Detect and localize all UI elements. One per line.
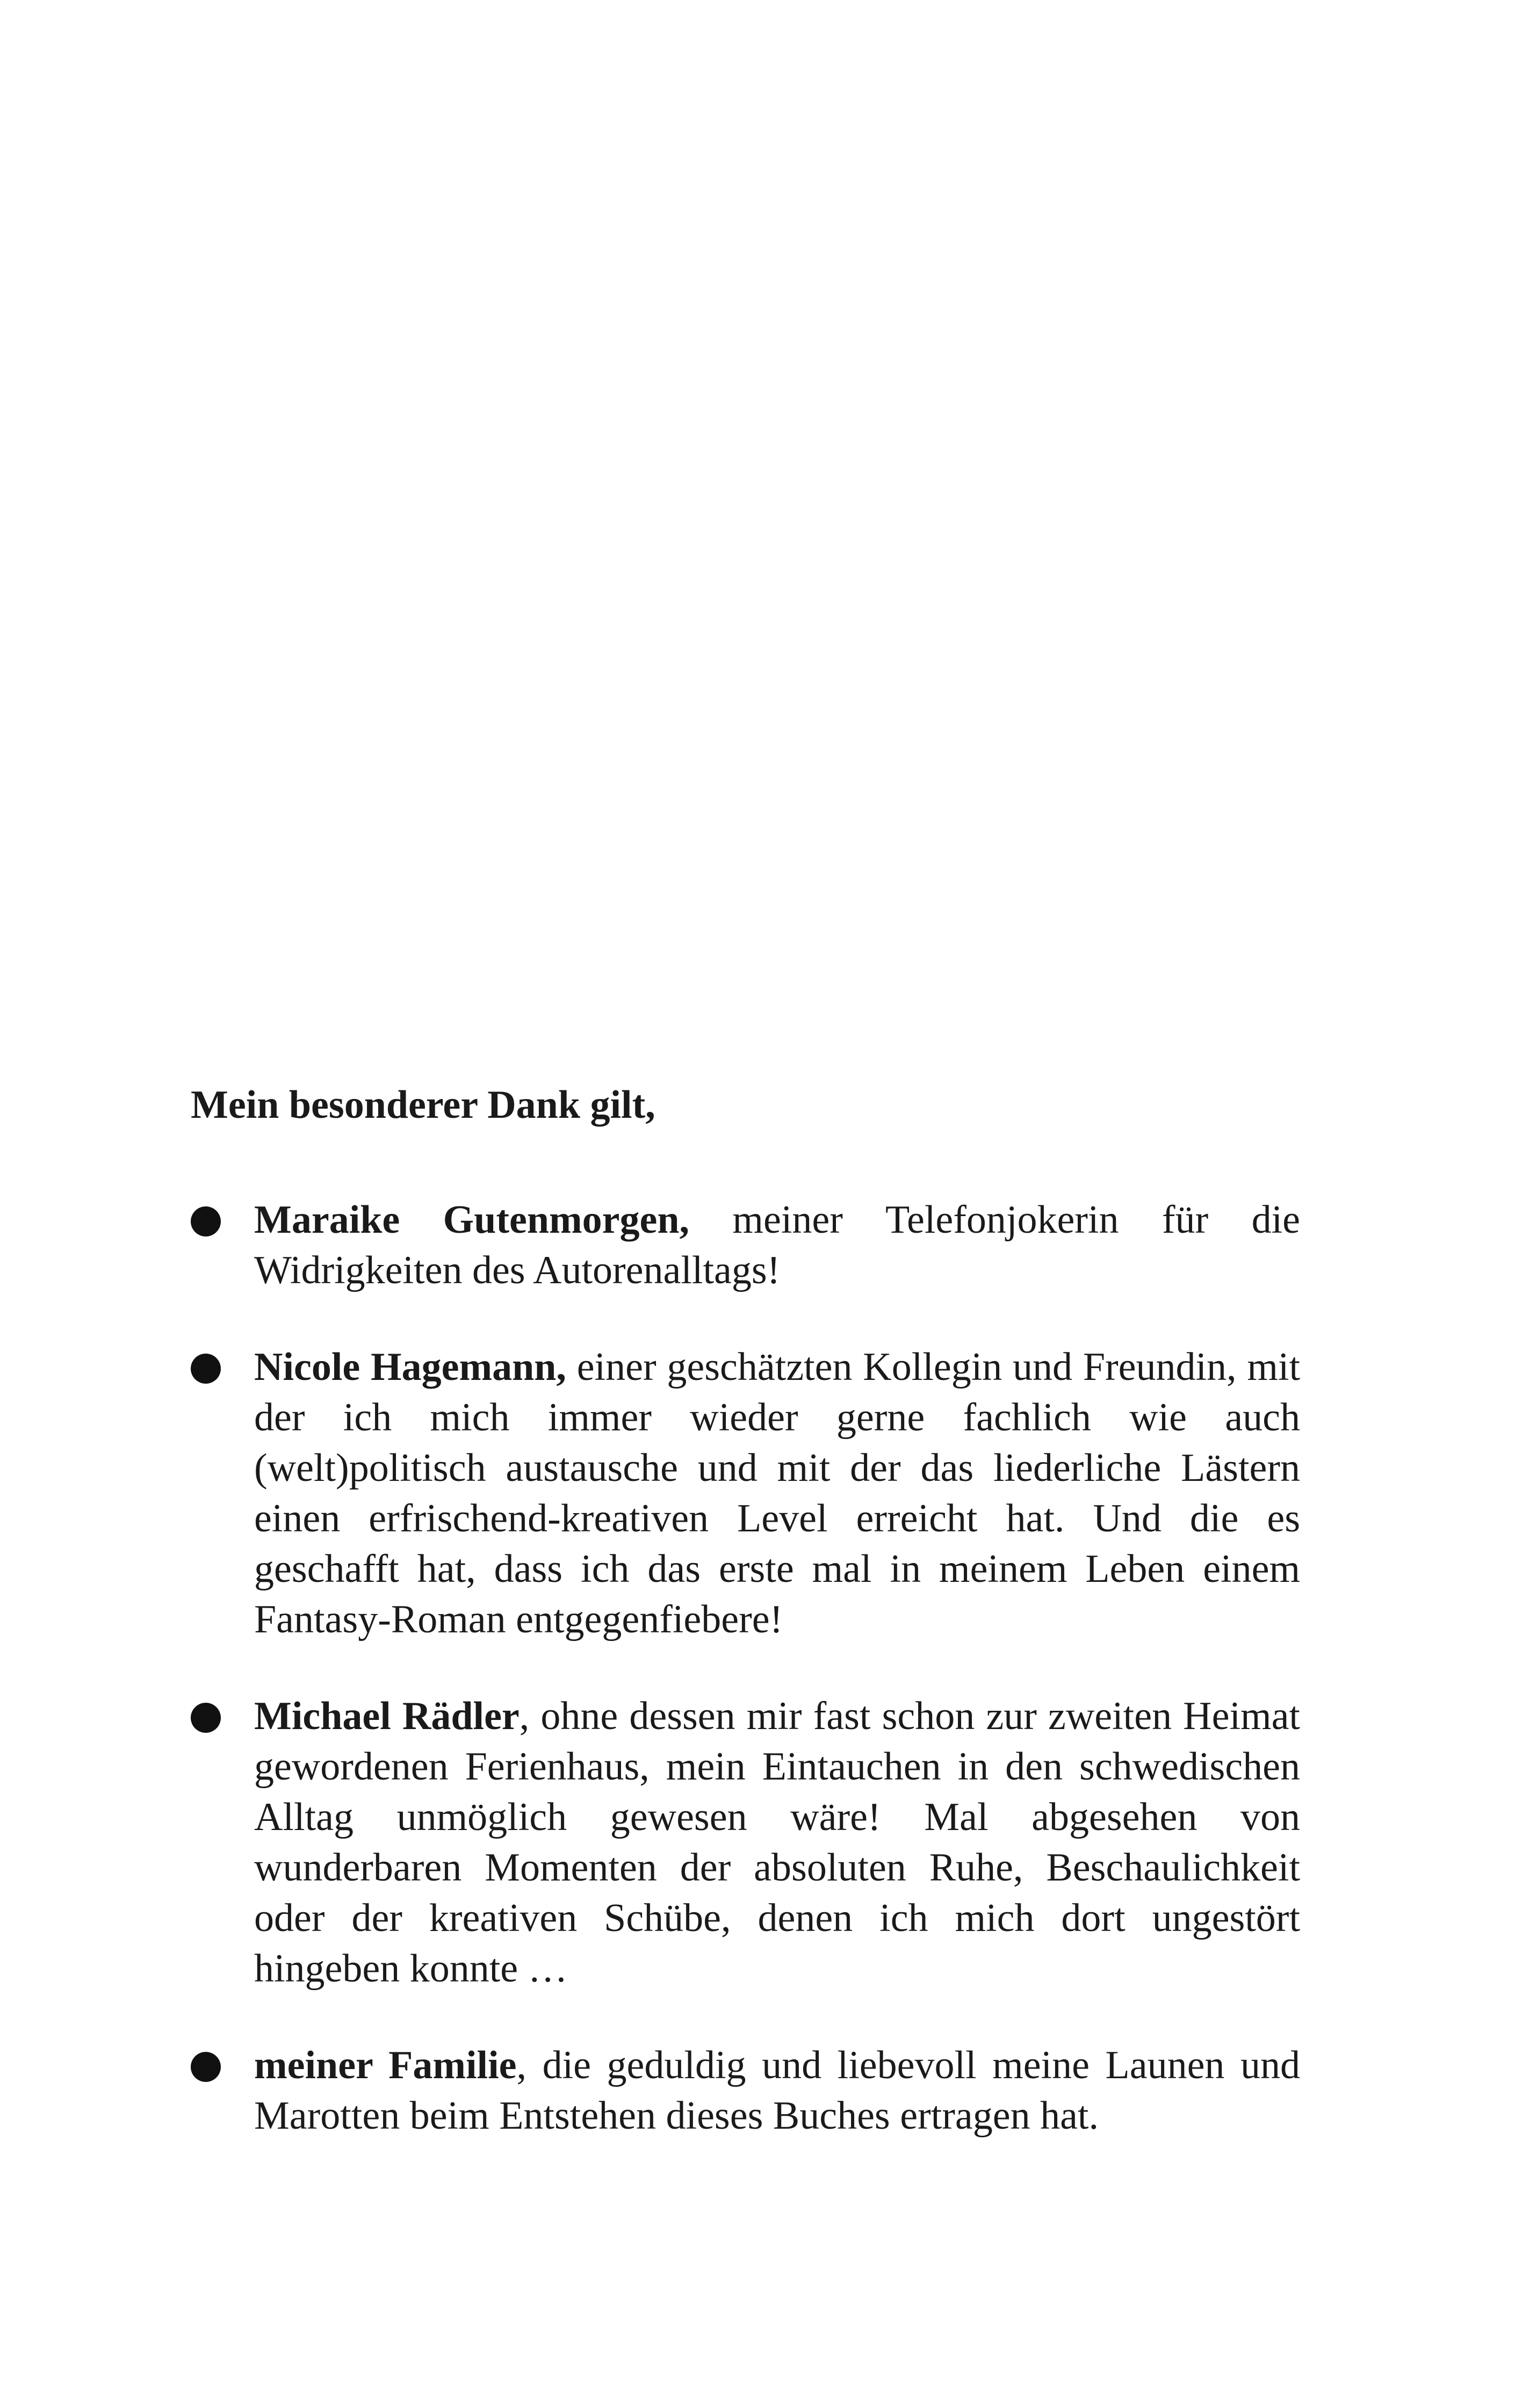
bullet-icon xyxy=(191,1354,221,1384)
acknowledgements-section xyxy=(191,1080,1300,2187)
thanks-text: , ohne dessen mir fast schon zur zweiten Heimat gewordenen Ferienhaus, mein Eintauchen in den schwedischen Alltag unmöglich gewesen wäre! Mal abgesehen von wunderbaren Momenten der absoluten Ruhe, Beschaulichkeit oder der kreativen Schübe, denen ich mich dort ungestört hingeben konnte … xyxy=(254,1694,1300,1991)
acknowledgements-list xyxy=(191,1195,1300,2141)
list-item xyxy=(191,1342,1300,1645)
list-item xyxy=(191,1691,1300,1994)
acknowledgements-heading: Mein besonderer Dank gilt, xyxy=(191,1083,655,1127)
list-item xyxy=(191,2040,1300,2141)
person-name: Nicole Hagemann, xyxy=(254,1345,566,1389)
thanks-text: einer geschätzten Kollegin und Freundin, mit der ich mich immer wieder gerne fachlich wie auch (welt)politisch austausche und mit der das liederliche Lästern einen erfrischend-kreativen Level erreicht hat. Und die es geschafft hat, dass ich das erste mal in meinem Leben einem Fantasy-Roman entgegenfiebere! xyxy=(254,1345,1300,1642)
person-name: Maraike Gutenmorgen, xyxy=(254,1198,690,1242)
bullet-icon xyxy=(191,1703,221,1733)
list-item xyxy=(191,1195,1300,1296)
person-name: Michael Rädler xyxy=(254,1694,520,1738)
person-name: meiner Familie xyxy=(254,2043,517,2087)
bullet-icon xyxy=(191,2052,221,2082)
thanks-text: meiner Telefonjokerin für die Widrigkeiten des Autorenalltags! xyxy=(254,1198,1301,1292)
thanks-text: , die geduldig und liebevoll meine Launen und Marotten beim Entstehen dieses Buches ertragen hat. xyxy=(254,2043,1300,2138)
bullet-icon xyxy=(191,1206,221,1236)
